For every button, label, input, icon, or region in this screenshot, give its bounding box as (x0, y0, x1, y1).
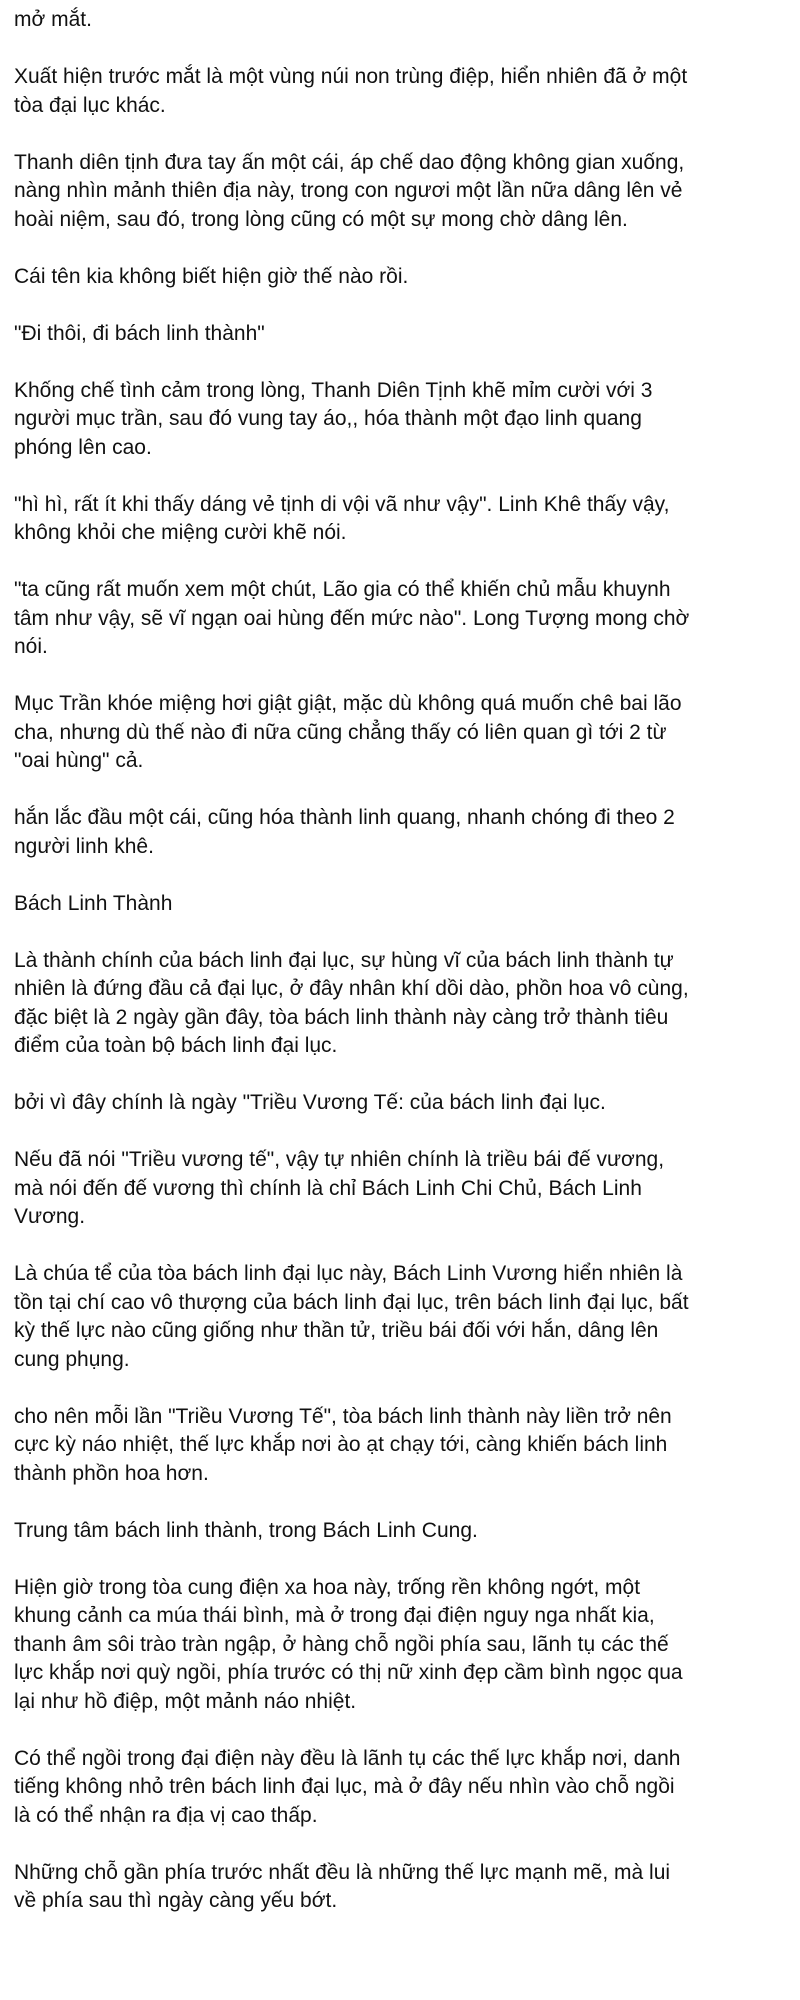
paragraph: "hì hì, rất ít khi thấy dáng vẻ tịnh di vội vã như vậy". Linh Khê thấy vậy, không khỏi che miệng cười khẽ nói. (14, 492, 670, 544)
paragraph: Cái tên kia không biết hiện giờ thế nào rồi. (14, 264, 409, 288)
paragraph: Những chỗ gần phía trước nhất đều là những thế lực mạnh mẽ, mà lui về phía sau thì ngày càng yếu bớt. (14, 1860, 671, 1912)
paragraph: mở mắt. (14, 8, 92, 31)
paragraph: "ta cũng rất muốn xem một chút, Lão gia có thể khiến chủ mẫu khuynh tâm như vậy, sẽ vĩ ngạn oai hùng đến mức nào". Long Tượng mong chờ nói. (14, 578, 690, 658)
section-heading: Bách Linh Thành (14, 891, 173, 915)
paragraph: Mục Trần khóe miệng hơi giật giật, mặc dù không quá muốn chê bai lão cha, nhưng dù thế nào đi nữa cũng chẳng thấy có liên quan gì tới 2 từ "oai hùng" cả. (14, 692, 682, 772)
paragraph: Nếu đã nói "Triều vương tế", vậy tự nhiên chính là triều bái đế vương, mà nói đến đế vương thì chính là chỉ Bách Linh Chi Chủ, Bách Linh Vương. (14, 1148, 665, 1228)
paragraph: cho nên mỗi lần "Triều Vương Tế", tòa bách linh thành này liền trở nên cực kỳ náo nhiệt, thế lực khắp nơi ào ạt chạy tới, càng khiến bách linh thành phồn hoa hơn. (14, 1404, 672, 1485)
paragraph: Xuất hiện trước mắt là một vùng núi non trùng điệp, hiển nhiên đã ở một tòa đại lục khác. (14, 65, 688, 117)
paragraph: hắn lắc đầu một cái, cũng hóa thành linh quang, nhanh chóng đi theo 2 người linh khê. (14, 806, 675, 858)
paragraph: Khống chế tình cảm trong lòng, Thanh Diên Tịnh khẽ mỉm cười với 3 người mục trần, sau đó vung tay áo,, hóa thành một đạo linh quang phóng lên cao. (14, 378, 653, 459)
paragraph: "Đi thôi, đi bách linh thành" (14, 321, 265, 345)
paragraph: bởi vì đây chính là ngày "Triều Vương Tế: của bách linh đại lục. (14, 1091, 606, 1114)
paragraph: Hiện giờ trong tòa cung điện xa hoa này, trống rền không ngớt, một khung cảnh ca múa thái bình, mà ở trong đại điện nguy nga nhất kia, thanh âm sôi trào tràn ngập, ở hàng chỗ ngồi phía sau, lãnh tụ các thế lực khắp nơi quỳ ngồi, phía trước có thị nữ xinh đẹp cầm bình ngọc qua lại như hồ điệp, một mảnh náo nhiệt. (14, 1575, 683, 1713)
paragraph: Là thành chính của bách linh đại lục, sự hùng vĩ của bách linh thành tự nhiên là đứng đầu cả đại lục, ở đây nhân khí dồi dào, phồn hoa vô cùng, đặc biệt là 2 ngày gần đây, tòa bách linh thành này càng trở thành tiêu điểm của toàn bộ bách linh đại lục. (14, 948, 689, 1057)
paragraph: Là chúa tể của tòa bách linh đại lục này, Bách Linh Vương hiển nhiên là tồn tại chí cao vô thượng của bách linh đại lục, trên bách linh đại lục, bất kỳ thế lực nào cũng giống như thần tử, triều bái đối với hắn, dâng lên cung phụng. (14, 1262, 689, 1371)
paragraph: Có thể ngồi trong đại điện này đều là lãnh tụ các thế lực khắp nơi, danh tiếng không nhỏ trên bách linh đại lục, mà ở đây nếu nhìn vào chỗ ngồi là có thể nhận ra địa vị cao thấp. (14, 1746, 681, 1827)
paragraph: Thanh diên tịnh đưa tay ấn một cái, áp chế dao động không gian xuống, nàng nhìn mảnh thiên địa này, trong con ngươi một lần nữa dâng lên vẻ hoài niệm, sau đó, trong lòng cũng có một sự mong chờ dâng lên. (14, 150, 685, 231)
paragraph: Trung tâm bách linh thành, trong Bách Linh Cung. (14, 1518, 478, 1542)
text-column (14, 6, 794, 1944)
